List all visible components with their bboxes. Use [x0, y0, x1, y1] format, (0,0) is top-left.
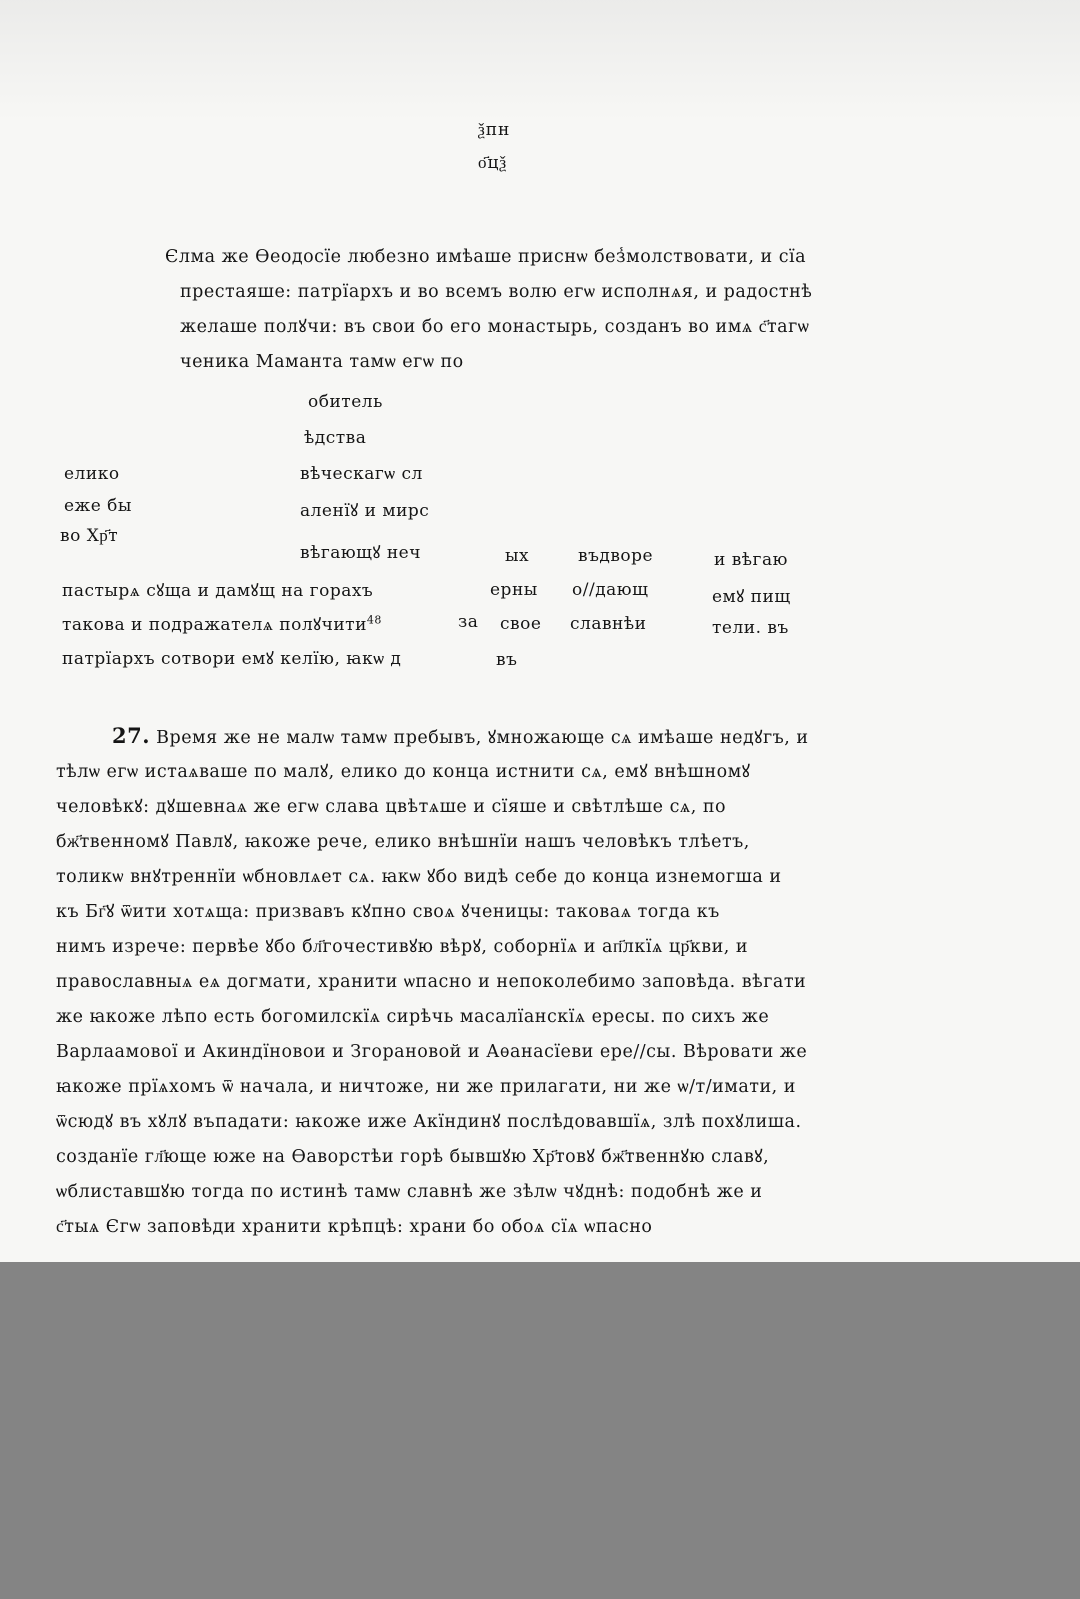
fragment-text: вѣгающꙋ неч [300, 543, 421, 563]
fragment-text: въ [496, 650, 518, 670]
fragment-text: обитель [308, 392, 383, 412]
fragment-text: славнѣи [570, 614, 647, 634]
fragment-text: такова и подражателѧ полꙋчити [62, 615, 367, 635]
section-line: православныѧ еѧ догмати, хранити ѡпасно и непоколебимо заповѣда. вѣгати [56, 972, 807, 992]
fragment-text: за [458, 612, 479, 632]
section-line: человѣкꙋ: дꙋшевнаѧ же егѡ слава цвѣтѧше и сїяше и свѣтлѣше сѧ, по [56, 797, 727, 817]
footnote-reference: 48 [366, 613, 382, 627]
section-line: Варлаамової и Акиндїновои и Згорановой и Аѳанасїеви ере//сы. Вѣровати же [56, 1042, 808, 1062]
fragment-text: ерны [490, 580, 538, 600]
fragment-text: вѣческагѡ сл [300, 464, 423, 484]
section-marker-header: о҃цѯ [478, 153, 508, 173]
section-line: же ꙗкоже лѣпо есть богомилскїѧ сирѣчь масалїанскїѧ ересы. по сихъ же [56, 1007, 770, 1027]
fragment-text: ых [505, 546, 530, 566]
section-text: Время же не малѡ тамѡ пребывъ, ꙋмножающе сѧ имѣаше недꙋгъ, и [156, 728, 809, 748]
intro-line-3: желаше полꙋчи: въ свои бо его монастырь, созданъ во имѧ с҃тагѡ [180, 317, 810, 337]
fragment-text: тели. въ [712, 618, 789, 638]
fragment-text: о//дающ [572, 580, 649, 600]
intro-line-1: Єлма же Ѳеодосїе любезно имѣаше приснѡ без̾молствовати, и сїа [165, 247, 807, 267]
fragment-row: патрїархъ сотвори емꙋ келїю, ꙗкѡ д [62, 649, 402, 669]
fragment-row: пастырѧ сꙋща и дамꙋщ на горахъ [62, 581, 374, 601]
section-line: ѡблиставшꙋю тогда по истинѣ тамѡ славнѣ же зѣлѡ чꙋднѣ: подобнѣ же и [56, 1182, 763, 1202]
section-line: толикѡ внꙋтреннїи ѡбновлѧет сѧ. ꙗкѡ ꙋбо видѣ себе до конца изнемогша и [56, 867, 782, 887]
fragment-row [62, 612, 382, 635]
section-line: ꙗкоже прїѧхомъ ѿ начала, и ничтоже, ни же прилагати, ни же ѡ/т/имати, и [56, 1077, 796, 1097]
page-number-header: ѯпн [478, 120, 511, 140]
section-line: бж҃твенномꙋ Павлꙋ, ꙗкоже рече, елико внѣшнїи нашъ человѣкъ тлѣетъ, [56, 832, 750, 852]
fragment-text: въдворе [578, 546, 654, 566]
fragment-text: свое [500, 614, 542, 634]
section-line: къ Бг҃ꙋ ѿити хотѧща: призвавъ кꙋпно своѧ ꙋченицы: таковаѧ тогда къ [56, 902, 720, 922]
fragment-text: емꙋ пищ [712, 587, 791, 607]
gray-scan-band [0, 1262, 1080, 1599]
fragment-text: и вѣгаю [714, 550, 788, 570]
fragment-text: во Хр҃т [60, 526, 119, 546]
section-line-1 [112, 720, 809, 754]
section-number: 27. [112, 723, 151, 748]
section-line: ѿсюдꙋ въ хꙋлꙋ въпадати: ꙗкоже иже Акїндинꙋ послѣдовавшїѧ, злѣ похꙋлиша. [56, 1112, 802, 1132]
section-line: нимъ изрече: первѣе ꙋбо бл҃гочестивꙋю вѣрꙋ, соборнїѧ и ап҃лкїѧ цр҃кви, и [56, 937, 749, 957]
fragment-text: ѣдства [304, 428, 367, 448]
section-line: созданїе гл҃юще юже на Ѳаворстѣи горѣ бывшꙋю Хр҃товꙋ бж҃твеннꙋю славꙋ, [56, 1147, 770, 1167]
section-line: тѣлѡ егѡ истаѧваше по малꙋ, елико до конца истнити сѧ, емꙋ внѣшномꙋ [56, 762, 751, 782]
section-line: с҃тыѧ Єгѡ заповѣди хранити крѣпцѣ: храни бо обоѧ сїѧ ѡпасно [56, 1217, 653, 1237]
intro-line-2: престаяше: патрїархъ и во всемъ волю егѡ исполнѧя, и радостнѣ [180, 282, 813, 302]
intro-line-4: ченика Маманта тамѡ егѡ по [180, 352, 464, 372]
scan-shadow [0, 0, 1080, 120]
fragment-text: аленїꙋ и мирс [300, 501, 430, 521]
fragment-text: елико [64, 464, 120, 484]
fragment-text: еже бы [64, 496, 132, 516]
